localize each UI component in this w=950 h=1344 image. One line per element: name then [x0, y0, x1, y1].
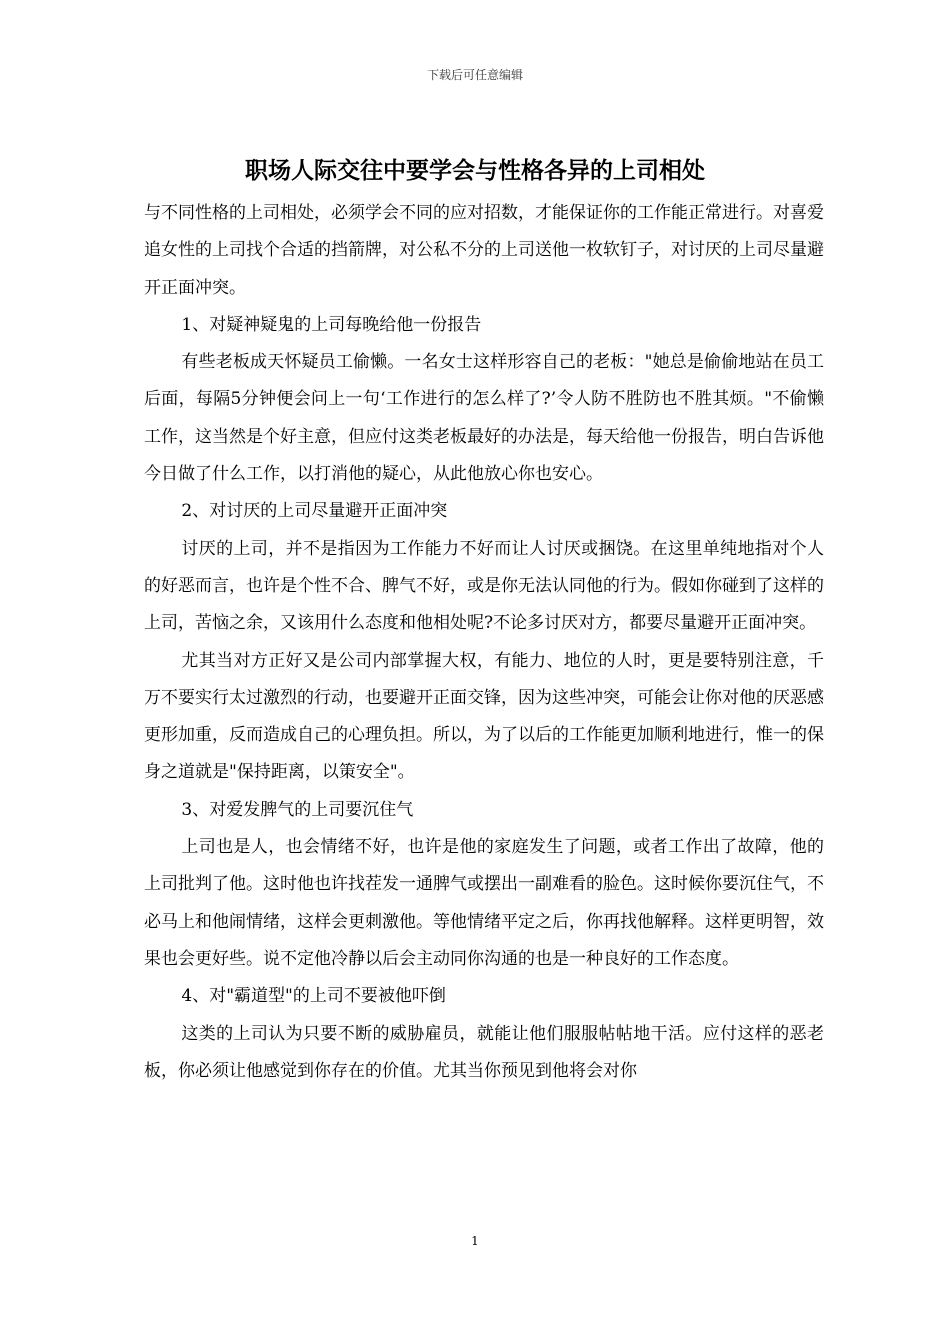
page-number: 1 [471, 1234, 479, 1248]
document-title: 职场人际交往中要学会与性格各异的上司相处 [245, 157, 705, 184]
paragraph: 有些老板成天怀疑员工偷懒。一名女士这样形容自己的老板："她总是偷偷地站在员工后面，每隔5分钟便会问上一句‘工作进行的怎么样了?’令人防不胜防也不胜其烦。"不偷懒工作，这当然是个好主意，但应付这类老板最好的办法是，每天给他一份报告，明白告诉他今日做了什么工作，以打消他的疑心，从此他放心你也安心。 [144, 352, 824, 485]
header-note: 下载后可任意编辑 [426, 68, 523, 82]
paragraph: 讨厌的上司，并不是指因为工作能力不好而让人讨厌或捆饶。在这里单纯地指对个人的好恶而言，也许是个性不合、脾气不好，或是你无法认同他的行为。假如你碰到了这样的上司，苦恼之余，又该用什么态度和他相处呢?不论多讨厌对方，都要尽量避开正面冲突。 [144, 538, 824, 634]
section-heading-3: 3、对爱发脾气的上司要沉住气 [181, 799, 414, 820]
section-heading-4: 4、对"霸道型"的上司不要被他吓倒 [181, 986, 446, 1007]
paragraph-intro: 与不同性格的上司相处，必须学会不同的应对招数，才能保证你的工作能正常进行。对喜爱追女性的上司找个合适的挡箭牌，对公私不分的上司送他一枚软钉子，对讨厌的上司尽量避开正面冲突。 [144, 203, 824, 298]
paragraph: 尤其当对方正好又是公司内部掌握大权，有能力、地位的人时，更是要特别注意，千万不要实行太过激烈的行动，也要避开正面交锋，因为这些冲突，可能会让你对他的厌恶感更形加重，反而造成自己的心理负担。所以，为了以后的工作能更加顺利地进行，惟一的保身之道就是"保持距离，以策安全"。 [144, 650, 824, 783]
section-heading-1: 1、对疑神疑鬼的上司每晚给他一份报告 [181, 314, 482, 335]
paragraph: 上司也是人，也会情绪不好，也许是他的家庭发生了问题，或者工作出了故障，他的上司批判了他。这时他也许找茬发一通脾气或摆出一副难看的脸色。这时候你要沉住气，不必马上和他闹情绪，这样会更刺激他。等他情绪平定之后，你再找他解释。这样更明智，效果也会更好些。说不定他冷静以后会主动同你沟通的也是一种良好的工作态度。 [144, 837, 824, 969]
section-heading-2: 2、对讨厌的上司尽量避开正面冲突 [181, 501, 448, 522]
document-body [144, 195, 824, 1090]
paragraph: 这类的上司认为只要不断的威胁雇员，就能让他们服服帖帖地干活。应付这样的恶老板，你必须让他感觉到你存在的价值。尤其当你预见到他将会对你 [144, 1023, 824, 1081]
